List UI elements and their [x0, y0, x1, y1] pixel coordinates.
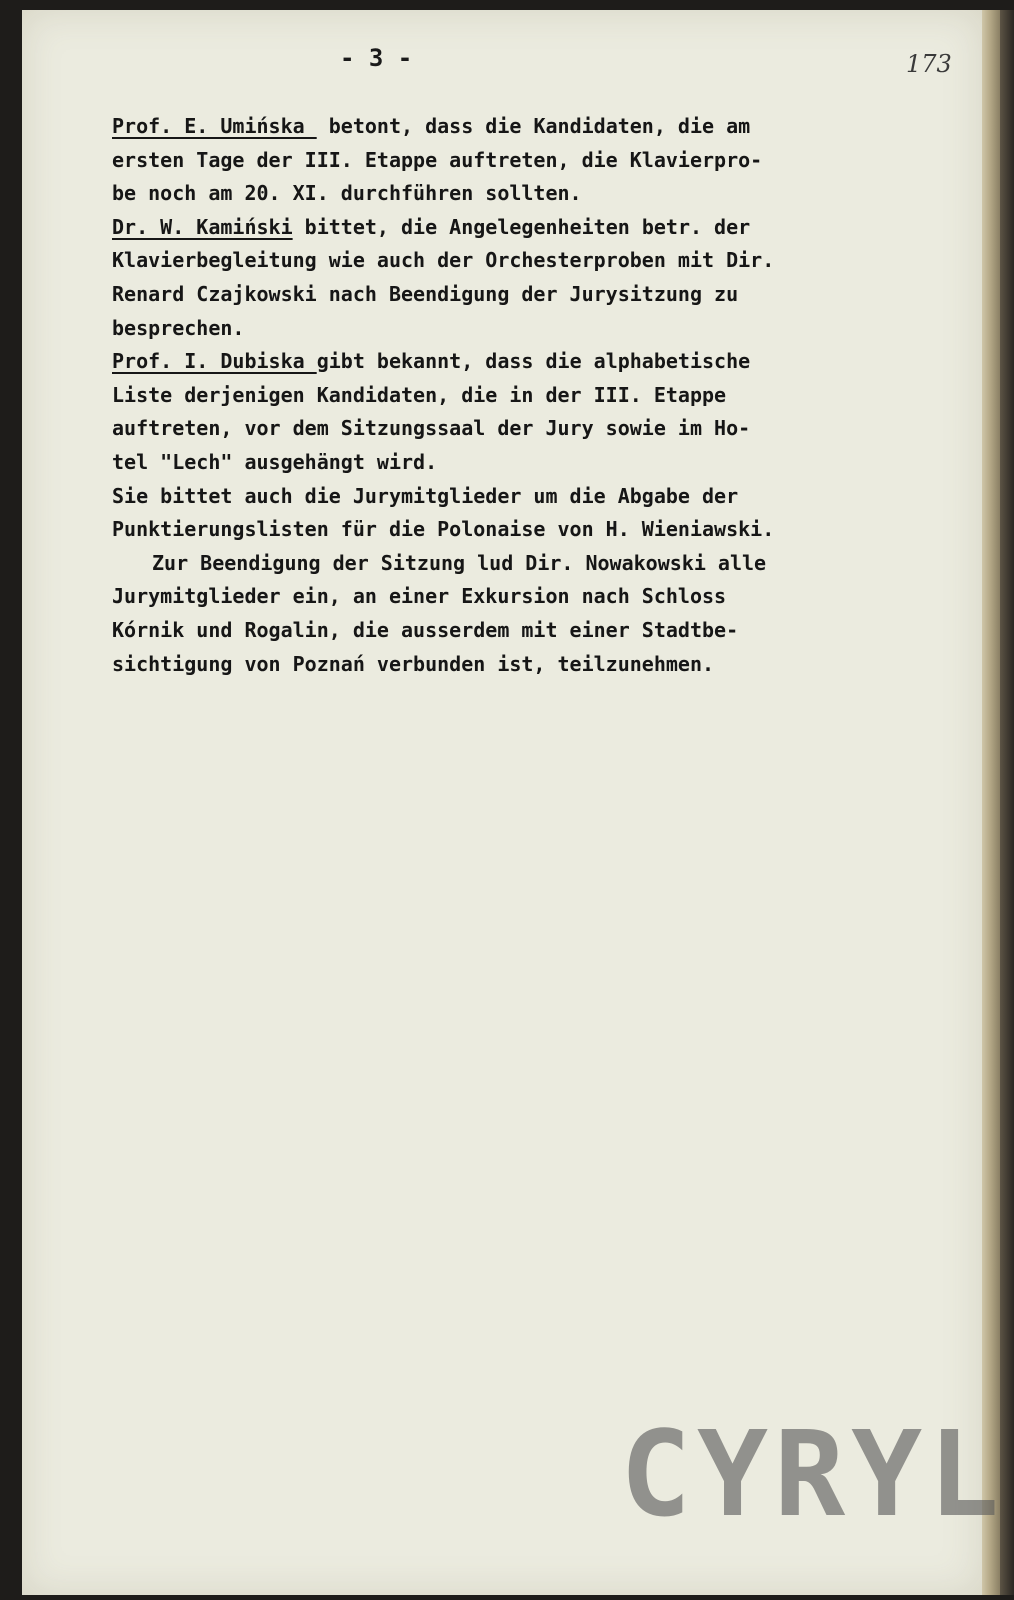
line-text: tel "Lech" ausgehängt wird. — [112, 449, 438, 474]
text-line — [112, 177, 872, 211]
paragraph — [112, 211, 872, 345]
speaker-name: Prof. I. Dubiska — [112, 349, 317, 374]
line-text: sichtigung von Poznań verbunden ist, teilzunehmen. — [112, 651, 715, 676]
folio-number: 173 — [906, 50, 952, 78]
paragraph — [112, 345, 872, 547]
text-line — [112, 379, 872, 413]
text-line — [112, 110, 872, 144]
line-text: Punktierungslisten für die Polonaise von H. Wieniawski. — [112, 517, 775, 542]
text-line — [112, 580, 872, 614]
text-line — [112, 412, 872, 446]
line-text: be noch am 20. XI. durchführen sollten. — [112, 181, 582, 206]
document-body — [112, 110, 872, 681]
line-text: betont, dass die Kandidaten, die am — [316, 114, 751, 138]
line-text: Sie bittet auch die Jurymitglieder um die Abgabe der — [112, 483, 739, 508]
text-line — [112, 278, 872, 312]
line-text: ersten Tage der III. Etappe auftreten, die Klavierpro- — [112, 147, 763, 172]
text-line — [112, 312, 872, 346]
text-line — [112, 211, 872, 245]
line-text: auftreten, vor dem Sitzungssaal der Jury sowie im Ho- — [112, 416, 751, 441]
text-line — [112, 614, 872, 648]
line-text: besprechen. — [112, 315, 245, 340]
text-line — [112, 547, 872, 581]
paragraph — [112, 110, 872, 211]
line-text: Renard Czajkowski nach Beendigung der Jurysitzung zu — [112, 281, 739, 306]
line-text: Zur Beendigung der Sitzung lud Dir. Nowakowski alle — [152, 550, 767, 575]
line-text: bittet, die Angelegenheiten betr. der — [292, 214, 751, 239]
line-text: Liste derjenigen Kandidaten, die in der III. Etappe — [112, 382, 727, 407]
paragraph — [112, 547, 872, 681]
text-line — [112, 480, 872, 514]
text-line — [112, 446, 872, 480]
line-text: Kórnik und Rogalin, die ausserdem mit einer Stadtbe- — [112, 617, 739, 642]
page-edge — [982, 10, 1000, 1595]
text-line — [112, 513, 872, 547]
text-line — [112, 345, 872, 379]
page-number: - 3 - — [340, 44, 413, 72]
speaker-name: Dr. W. Kamiński — [112, 214, 293, 239]
line-text: gibt bekannt, dass die alphabetische — [316, 349, 751, 374]
line-text: Klavierbegleitung wie auch der Orchesterproben mit Dir. — [112, 248, 775, 273]
text-line — [112, 244, 872, 278]
line-text: Jurymitglieder ein, an einer Exkursion nach Schloss — [112, 584, 727, 609]
text-line — [112, 144, 872, 178]
speaker-name: Prof. E. Umińska — [112, 114, 317, 138]
text-line — [112, 648, 872, 682]
archive-watermark: CYRYL — [620, 1405, 1006, 1543]
binding-shadow — [1000, 10, 1014, 1595]
